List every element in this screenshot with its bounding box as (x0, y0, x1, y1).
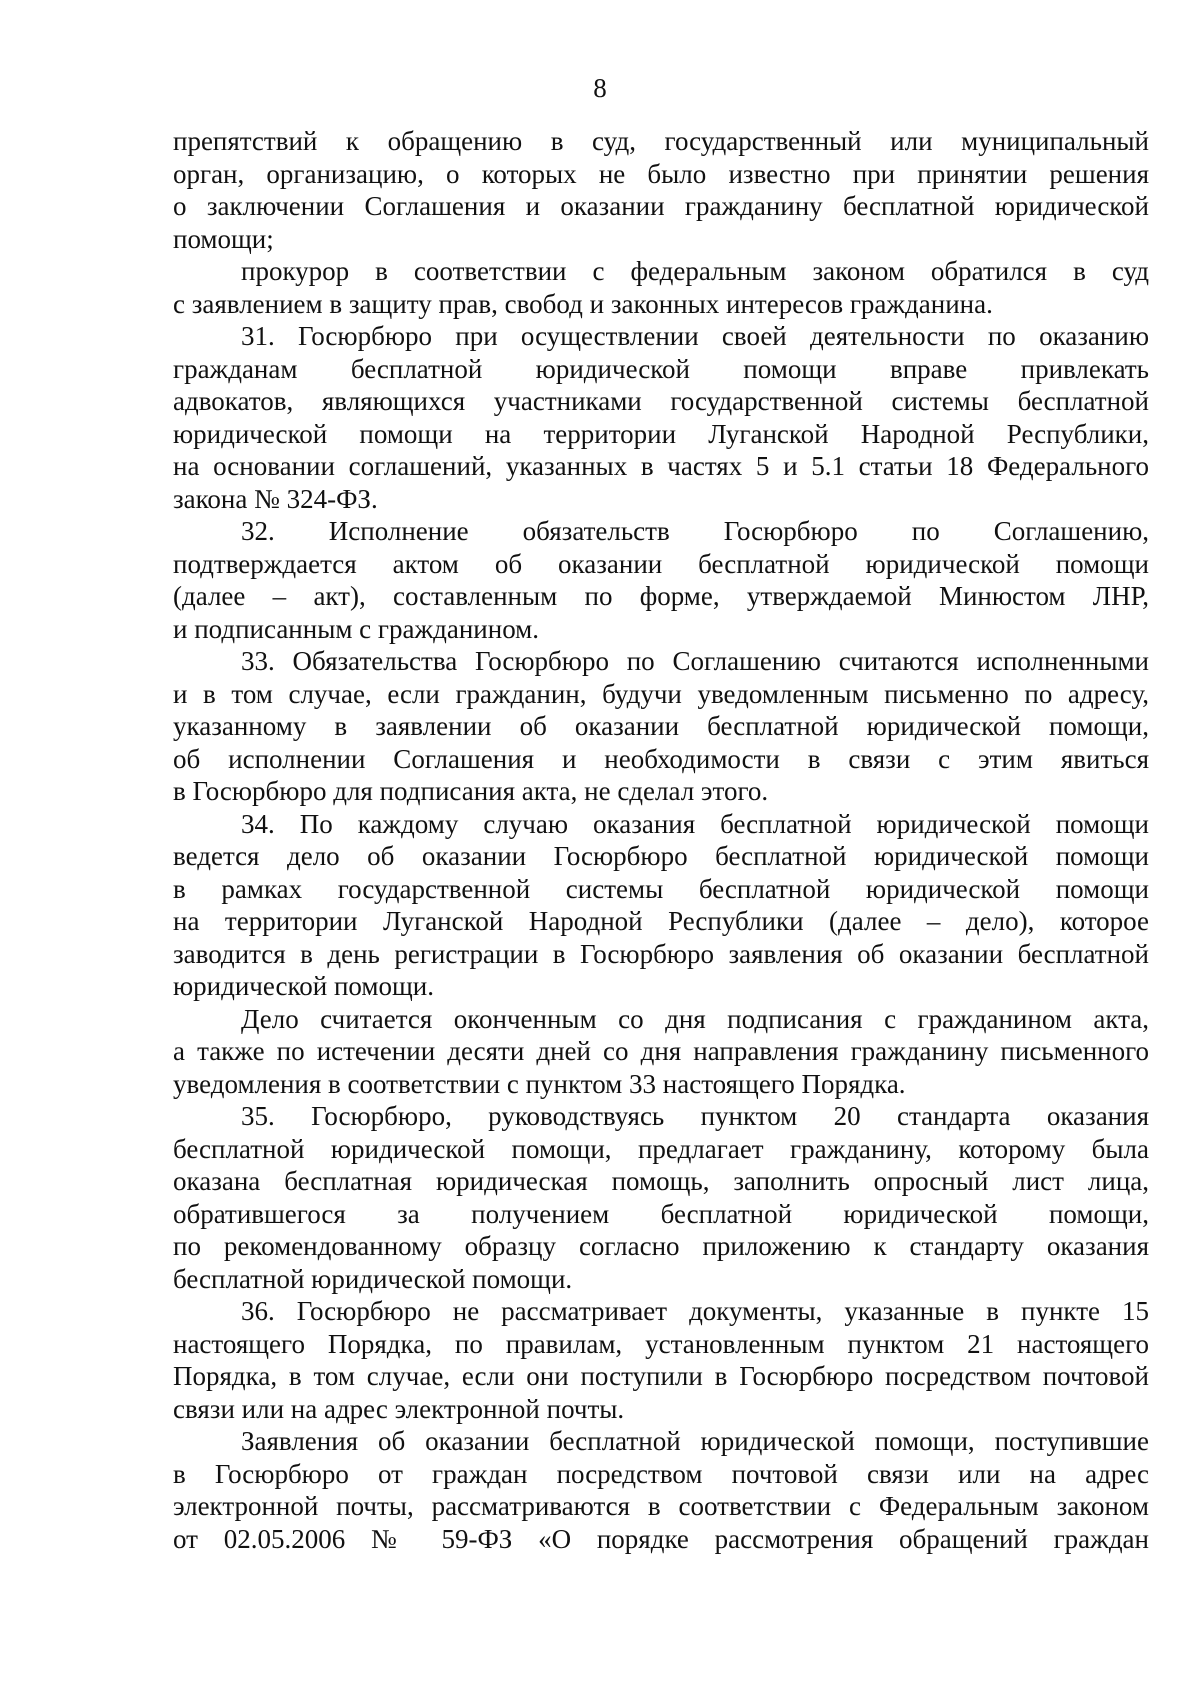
text-line: 36. Госюрбюро не рассматривает документы, указанные в пункте 15 (241, 1296, 1149, 1326)
text-line: (далее – акт), составленным по форме, утверждаемой Минюстом ЛНР, (173, 581, 1149, 611)
text-line: препятствий к обращению в суд, государственный или муниципальный (173, 126, 1149, 156)
text-line: Заявления об оказании бесплатной юридической помощи, поступившие (241, 1426, 1149, 1456)
text-line: Порядка, в том случае, если они поступили в Госюрбюро посредством почтовой (173, 1361, 1149, 1391)
text-line: бесплатной юридической помощи. (173, 1263, 573, 1294)
text-line: об исполнении Соглашения и необходимости в связи с этим явиться (173, 743, 1149, 774)
text-line: в Госюрбюро от граждан посредством почтовой связи или на адрес (173, 1458, 1149, 1489)
text-line: ведется дело об оказании Госюрбюро бесплатной юридической помощи (173, 841, 1149, 871)
text-line: по рекомендованному образцу согласно приложению к стандарту оказания (173, 1231, 1149, 1261)
text-line: заводится в день регистрации в Госюрбюро заявления об оказании бесплатной (173, 938, 1149, 969)
text-line: юридической помощи на территории Луганской Народной Республики, (173, 418, 1149, 449)
text-line: оказана бесплатная юридическая помощь, заполнить опросный лист лица, (173, 1166, 1149, 1196)
text-line: подтверждается актом об оказании бесплатной юридической помощи (173, 548, 1149, 579)
text-line: на территории Луганской Народной Республики (далее – дело), которое (173, 906, 1149, 936)
text-line: с заявлением в защиту прав, свобод и законных интересов гражданина. (173, 288, 993, 319)
text-line: в Госюрбюро для подписания акта, не сделал этого. (173, 776, 769, 806)
text-line: помощи; (173, 223, 274, 254)
text-line: обратившегося за получением бесплатной юридической помощи, (173, 1198, 1149, 1229)
text-line: юридической помощи. (173, 971, 434, 1001)
text-line: орган, организацию, о которых не было известно при принятии решения (173, 158, 1149, 189)
text-line: и в том случае, если гражданин, будучи уведомленным письменно по адресу, (173, 678, 1149, 709)
text-line: 35. Госюрбюро, руководствуясь пунктом 20 стандарта оказания (241, 1101, 1149, 1131)
text-line: 34. По каждому случаю оказания бесплатной юридической помощи (241, 808, 1149, 839)
text-line: связи или на адрес электронной почты. (173, 1393, 625, 1424)
text-line: 31. Госюрбюро при осуществлении своей деятельности по оказанию (241, 321, 1149, 351)
text-line: 33. Обязательства Госюрбюро по Соглашению считаются исполненными (241, 646, 1149, 676)
text-line: о заключении Соглашения и оказании гражданину бесплатной юридической (173, 191, 1149, 221)
page-number: 8 (593, 73, 607, 103)
text-line: 32. Исполнение обязательств Госюрбюро по Соглашению, (241, 516, 1149, 546)
text-line: гражданам бесплатной юридической помощи вправе привлекать (173, 353, 1149, 384)
text-line: бесплатной юридической помощи, предлагает гражданину, которому была (173, 1133, 1149, 1164)
document-body (173, 125, 1149, 1555)
text-line: и подписанным с гражданином. (173, 613, 540, 644)
text-line: закона № 324-ФЗ. (173, 483, 378, 514)
text-line: адвокатов, являющихся участниками государственной системы бесплатной (173, 386, 1149, 416)
text-line: от 02.05.2006 № 59-ФЗ «О порядке рассмотрения обращений граждан (173, 1523, 1149, 1554)
text-line: указанному в заявлении об оказании бесплатной юридической помощи, (173, 711, 1149, 741)
text-line: уведомления в соответствии с пунктом 33 настоящего Порядка. (173, 1068, 906, 1099)
text-line: Дело считается оконченным со дня подписания с гражданином акта, (241, 1003, 1149, 1034)
text-line: в рамках государственной системы бесплатной юридической помощи (173, 873, 1149, 904)
text-line: прокурор в соответствии с федеральным законом обратился в суд (241, 256, 1149, 286)
text-line: настоящего Порядка, по правилам, установленным пунктом 21 настоящего (173, 1328, 1149, 1359)
text-line: а также по истечении десяти дней со дня направления гражданину письменного (173, 1036, 1149, 1066)
text-line: на основании соглашений, указанных в частях 5 и 5.1 статьи 18 Федерального (173, 451, 1149, 481)
text-line: электронной почты, рассматриваются в соответствии с Федеральным законом (173, 1491, 1149, 1521)
